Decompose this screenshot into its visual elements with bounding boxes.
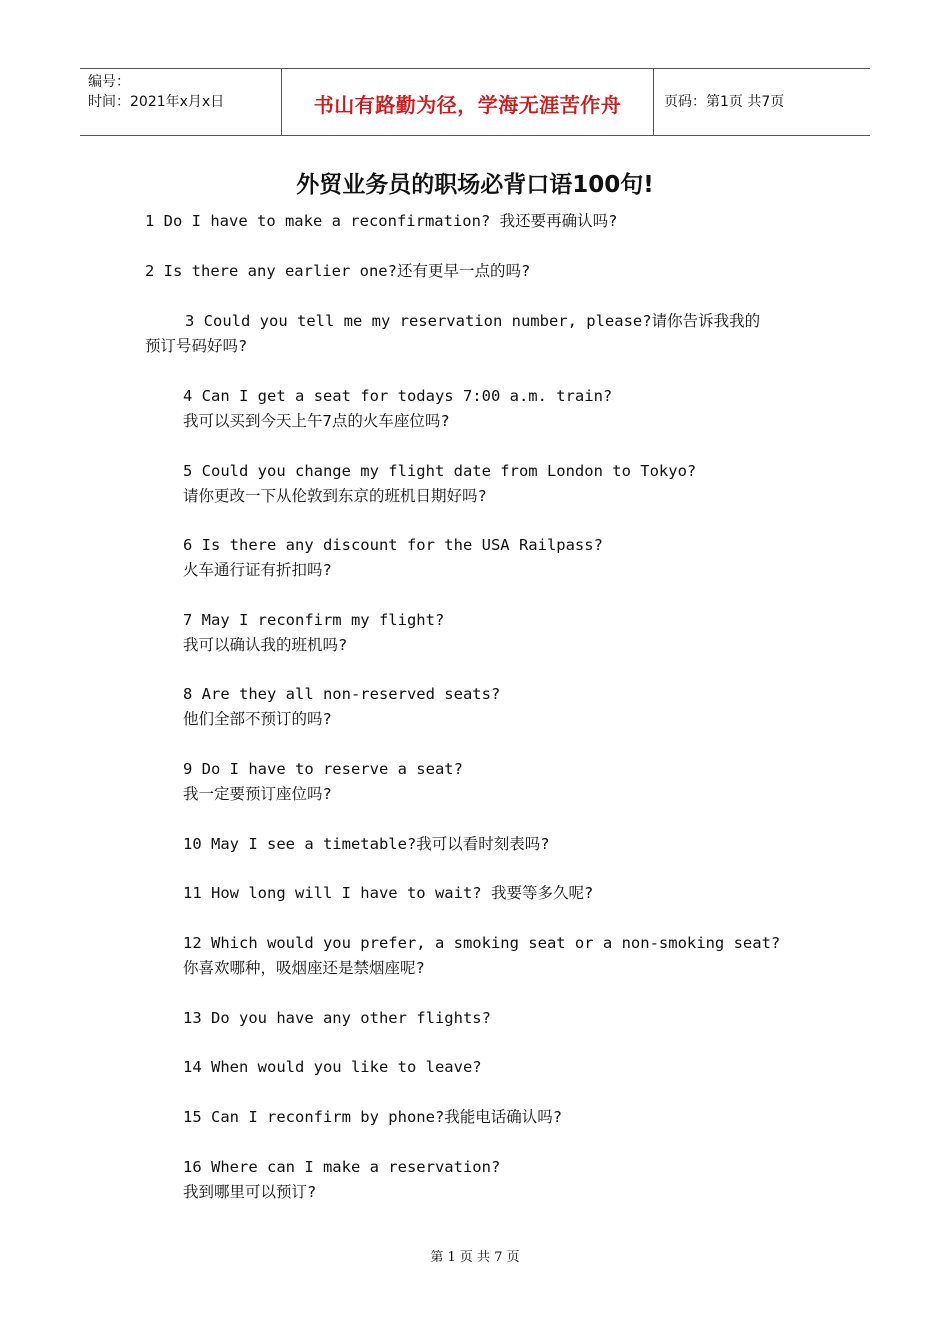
phrase-10: 10 May I see a timetable?我可以看时刻表吗? (183, 835, 550, 853)
phrase-4-zh: 我可以买到今天上午7点的火车座位吗? (183, 412, 450, 430)
phrase-13: 13 Do you have any other flights? (183, 1009, 491, 1027)
phrase-3-zh: 预订号码好吗? (145, 337, 248, 355)
phrase-16-en: 16 Where can I make a reservation? (183, 1158, 501, 1176)
header-table (80, 68, 870, 136)
phrase-9-en: 9 Do I have to reserve a seat? (183, 760, 463, 778)
phrase-2: 2 Is there any earlier one?还有更早一点的吗? (145, 262, 531, 280)
phrase-16-zh: 我到哪里可以预订? (183, 1183, 317, 1201)
phrase-4-en: 4 Can I get a seat for todays 7:00 a.m. train? (183, 387, 613, 405)
motto-text: 书山有路勤为径，学海无涯苦作舟 (313, 93, 622, 117)
phrase-12-en: 12 Which would you prefer, a smoking seat or a non-smoking seat? (183, 934, 781, 952)
phrase-8-en: 8 Are they all non-reserved seats? (183, 685, 501, 703)
header-motto-cell (281, 69, 654, 135)
phrase-7-en: 7 May I reconfirm my flight? (183, 611, 445, 629)
phrase-5-en: 5 Could you change my flight date from London to Tokyo? (183, 462, 697, 480)
page-title: 外贸业务员的职场必背口语100句! (296, 172, 654, 198)
phrase-9-zh: 我一定要预订座位吗? (183, 785, 332, 803)
phrase-7-zh: 我可以确认我的班机吗? (183, 636, 348, 654)
time-label: 时间：2021年x月x日 (88, 94, 225, 110)
phrase-12-zh: 你喜欢哪种，吸烟座还是禁烟座呢? (183, 959, 425, 977)
phrase-11: 11 How long will I have to wait? 我要等多久呢? (183, 884, 594, 902)
phrase-3-en: 3 Could you tell me my reservation number, please?请你告诉我我的 (185, 312, 761, 330)
page-number-label: 页码：第1页 共7页 (664, 94, 785, 110)
phrase-5-zh: 请你更改一下从伦敦到东京的班机日期好吗? (183, 487, 487, 505)
phrase-15: 15 Can I reconfirm by phone?我能电话确认吗? (183, 1108, 563, 1126)
phrase-1: 1 Do I have to make a reconfirmation? 我还要再确认吗? (145, 212, 618, 230)
phrase-8-zh: 他们全部不预订的吗? (183, 710, 332, 728)
page-footer: 第 1 页 共 7 页 (430, 1250, 520, 1265)
header-left-cell (80, 69, 281, 135)
number-label: 编号： (88, 74, 130, 90)
phrase-14: 14 When would you like to leave? (183, 1058, 482, 1076)
phrase-6-en: 6 Is there any discount for the USA Railpass? (183, 536, 603, 554)
phrase-6-zh: 火车通行证有折扣吗? (183, 561, 332, 579)
